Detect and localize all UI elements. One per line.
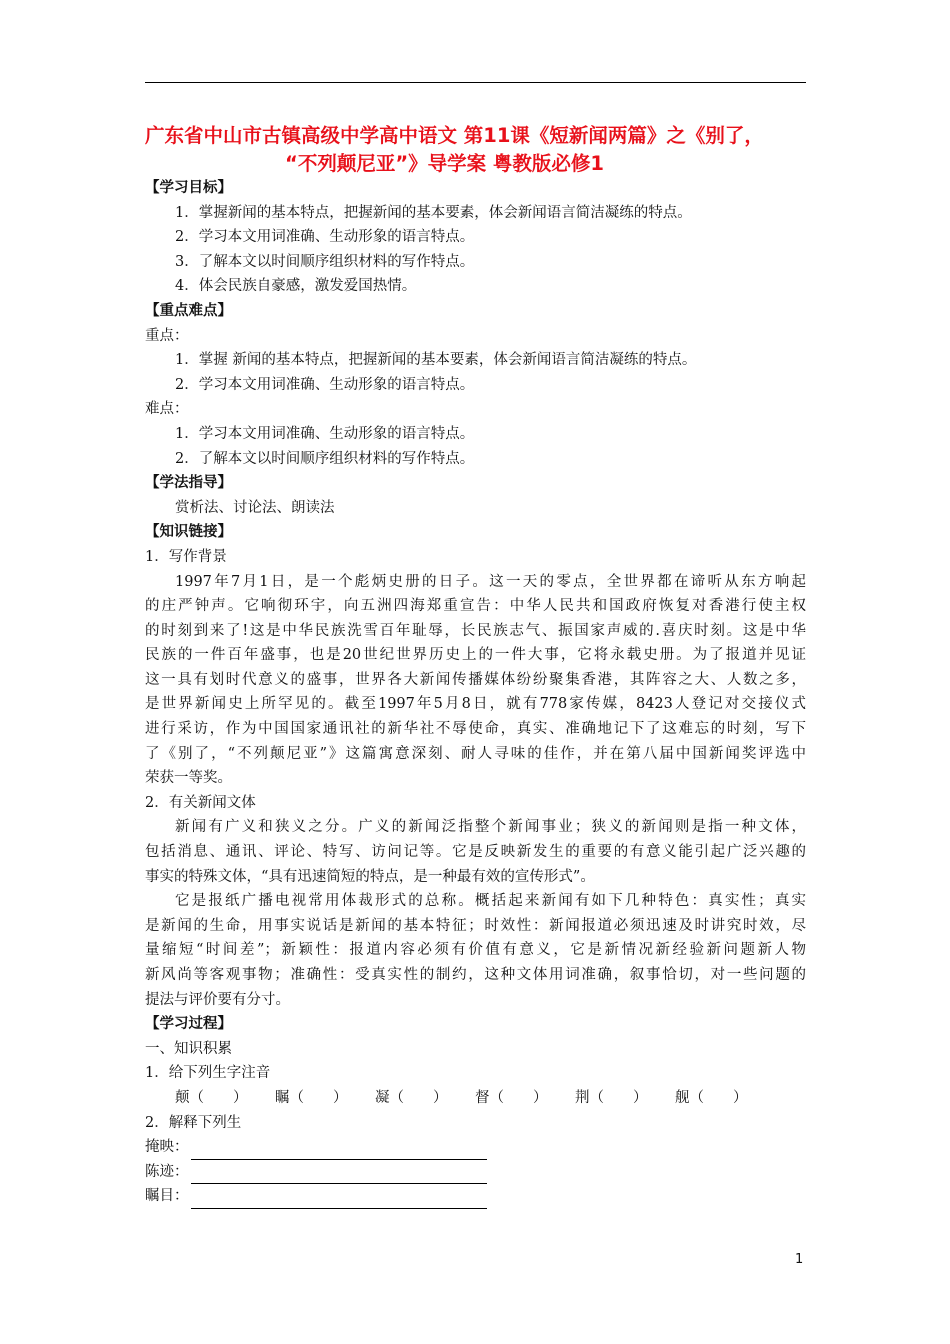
paragraph-line: 1997年7月1日，是一个彪炳史册的日子。这一天的零点，全世界都在谛听从东方响起 [175,573,806,590]
definition-row [145,1135,806,1160]
page-number: 1 [795,1252,804,1267]
goal-item: 4．体会民族自豪感，激发爱国热情。 [175,278,417,295]
key-point-item: 2．学习本文用词准确、生动形象的语言特点。 [175,376,475,393]
paragraph-line: 包括消息、通讯、评论、特写、访问记等。它是反映新发生的重要的有意义能引起广泛兴趣的 [145,844,806,861]
section-heading-goals: 【学习目标】 [145,180,232,196]
section-heading-method: 【学法指导】 [145,475,232,492]
document-body [145,176,806,1209]
paragraph-line: 事实的特殊文体，“具有迅速简短的特点，是一种最有效的宣传形式”。 [145,868,595,885]
pinyin-blank[interactable]: 瞩（ ） [275,1089,348,1106]
difficult-point-item: 2．了解本文以时间顺序组织材料的写作特点。 [175,450,475,467]
paragraph-line: 新风尚等客观事物；准确性：受真实性的制约，这种文体用词准确，叙事恰切，对一些问题的 [145,967,806,983]
pinyin-row [145,1086,806,1111]
key-point-item: 1．掌握 新闻的基本特点，把握新闻的基本要素，体会新闻语言简洁凝练的特点。 [175,352,697,369]
title-line-1: 广东省中山市古镇高级中学高中语文 第11课《短新闻两篇》之《别了， [145,124,764,147]
paragraph-line: 荣获一等奖。 [145,770,232,787]
paragraph-line: 这一具有划时代意义的盛事，世界各大新闻传播媒体纷纷聚集香港，其阵容之大、人数之多， [145,671,806,688]
pinyin-blank[interactable]: 颠（ ） [175,1089,248,1106]
paragraph-line: 的庄严钟声。它响彻环宇，向五洲四海郑重宣告：中华人民共和国政府恢复对香港行使主权 [145,598,806,615]
paragraph-line: 是新闻的生命，用事实说话是新闻的基本特征；时效性：新闻报道必须迅速及时讲究时效，尽 [145,917,806,934]
document-title [145,122,825,178]
term-label: 掩映： [145,1139,189,1156]
paragraph-line: 了《别了，“不列颠尼亚”》这篇寓意深刻、耐人寻味的佳作，并在第八届中国新闻奖评选中 [145,745,806,762]
difficult-points-label: 难点： [145,401,189,418]
subheading-background: 1．写作背景 [145,548,227,565]
paragraph-line: 进行采访，作为中国国家通讯社的新华社不辱使命，真实、准确地记下了这难忘的时刻，写下 [145,721,806,738]
definition-row [145,1184,806,1209]
question-definitions: 2．解释下列生 [145,1114,242,1131]
pinyin-blank[interactable]: 凝（ ） [375,1089,448,1106]
paragraph-line: 的时刻到来了!这是中华民族洗雪百年耻辱，长民族志气、振国家声威的.喜庆时刻。这是中华 [145,622,806,639]
difficult-point-item: 1．学习本文用词准确、生动形象的语言特点。 [175,425,475,442]
key-points-label: 重点： [145,327,189,344]
answer-line[interactable] [191,1190,487,1209]
goal-item: 1．掌握新闻的基本特点，把握新闻的基本要素，体会新闻语言简洁凝练的特点。 [175,204,692,221]
answer-line[interactable] [191,1141,487,1160]
term-label: 陈迹： [145,1163,189,1180]
goal-item: 3．了解本文以时间顺序组织材料的写作特点。 [175,253,475,270]
pinyin-blank[interactable]: 荆（ ） [575,1089,648,1106]
pinyin-blank[interactable]: 督（ ） [475,1089,548,1106]
definition-row [145,1160,806,1185]
subheading-news-genre: 2．有关新闻文体 [145,794,256,811]
paragraph-line: 提法与评价要有分寸。 [145,991,290,1008]
goal-item: 2．学习本文用词准确、生动形象的语言特点。 [175,229,475,246]
section-heading-process: 【学习过程】 [145,1016,232,1033]
question-pinyin: 1．给下列生字注音 [145,1065,271,1082]
title-line-2: “不列颠尼亚”》导学案 粤教版必修1 [285,152,604,175]
paragraph-line: 民族的一件百年盛事，也是20世纪世界历史上的一件大事，它将永载史册。为了报道并见证 [145,647,806,664]
pinyin-blank[interactable]: 舰（ ） [675,1089,748,1106]
subsection-knowledge-accumulation: 一、知识积累 [145,1040,232,1057]
paragraph-line: 新闻有广义和狭义之分。广义的新闻泛指整个新闻事业；狭义的新闻则是指一种文体， [175,819,806,836]
answer-line[interactable] [191,1165,487,1184]
header-rule [145,82,806,83]
method-text: 赏析法、讨论法、朗读法 [175,499,335,516]
paragraph-line: 它是报纸广播电视常用体裁形式的总称。概括起来新闻有如下几种特色：真实性；真实 [175,893,806,910]
term-label: 瞩目： [145,1188,189,1205]
section-heading-key-points: 【重点难点】 [145,302,232,319]
paragraph-line: 量缩短“时间差”；新颖性：报道内容必须有价值有意义，它是新情况新经验新问题新人物 [145,942,806,959]
paragraph-line: 是世界新闻史上所罕见的。截至1997年5月8日，就有778家传媒，8423人登记对交接仪式 [145,696,806,713]
section-heading-knowledge: 【知识链接】 [145,524,232,541]
